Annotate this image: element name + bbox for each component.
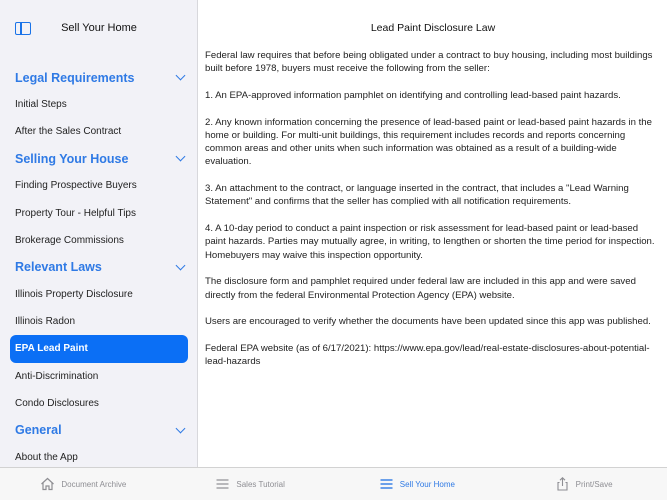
section-relevant-laws[interactable] <box>0 254 198 281</box>
sidebar-item-initial-steps[interactable]: Initial Steps <box>15 99 67 111</box>
sidebar-item-after-sales-contract[interactable]: After the Sales Contract <box>15 126 122 138</box>
article-body <box>205 49 659 382</box>
sidebar-title: Sell Your Home <box>61 22 137 34</box>
paragraph: 1. An EPA-approved information pamphlet on identifying and controlling lead-based paint hazards. <box>205 90 621 101</box>
sidebar <box>0 0 198 467</box>
tab-print-save[interactable] <box>500 468 667 500</box>
sidebar-item-condo-disclosures[interactable]: Condo Disclosures <box>15 397 99 409</box>
section-label: General <box>15 423 62 438</box>
section-general[interactable] <box>0 417 198 444</box>
sidebar-item-epa-lead-paint[interactable]: EPA Lead Paint <box>10 335 188 362</box>
tab-sales-tutorial[interactable] <box>167 468 334 500</box>
chevron-down-icon <box>176 71 186 81</box>
chevron-down-icon <box>176 152 186 162</box>
house-icon <box>40 477 55 491</box>
tab-label: Document Archive <box>61 479 127 489</box>
paragraph: 3. An attachment to the contract, or language inserted in the contract, that includes a "Lead Warning Statement" and confirms that the seller has complied with all notification requirements. <box>205 183 629 208</box>
section-legal-requirements[interactable] <box>0 64 198 91</box>
paragraph: 4. A 10-day period to conduct a paint inspection or risk assessment for lead-based paint or lead-based paint hazards. Parties may mutually agree, in writing, to lengthen or shorten the time period for inspection. Homebuyers may waive this inspection opportunity. <box>205 223 655 261</box>
sidebar-item-anti-discrimination[interactable]: Anti-Discrimination <box>15 370 99 382</box>
list-icon <box>215 477 230 491</box>
chevron-down-icon <box>176 423 186 433</box>
tab-label: Print/Save <box>575 479 613 489</box>
main-content <box>199 0 667 467</box>
paragraph: The disclosure form and pamphlet required under federal law are included in this app and were saved directly from the federal Environmental Protection Agency (EPA) website. <box>205 276 636 301</box>
tab-bar <box>0 467 667 500</box>
chevron-down-icon <box>176 260 186 270</box>
epa-website-link[interactable]: Federal EPA website (as of 6/17/2021): https://www.epa.gov/lead/real-estate-disclosures-about-potential-lead-hazards <box>205 343 650 368</box>
page-title: Lead Paint Disclosure Law <box>370 22 496 34</box>
tab-label: Sell Your Home <box>399 479 455 489</box>
list-icon <box>379 477 394 491</box>
sidebar-nav <box>0 64 198 471</box>
sidebar-item-brokerage-commissions[interactable]: Brokerage Commissions <box>15 234 124 246</box>
sidebar-item-illinois-radon[interactable]: Illinois Radon <box>15 316 76 328</box>
paragraph: Users are encouraged to verify whether the documents have been updated since this app was published. <box>205 316 651 328</box>
section-label: Legal Requirements <box>15 70 135 85</box>
paragraph: Federal law requires that before being obligated under a contract to buy housing, including most buildings built before 1978, buyers must receive the following from the seller: <box>205 50 653 75</box>
sidebar-item-about-the-app[interactable]: About the App <box>15 451 78 463</box>
section-selling-your-house[interactable] <box>0 145 198 172</box>
tab-label: Sales Tutorial <box>236 479 285 489</box>
sidebar-item-finding-buyers[interactable]: Finding Prospective Buyers <box>15 180 137 192</box>
sidebar-header <box>0 12 198 48</box>
section-label: Relevant Laws <box>15 260 102 275</box>
section-label: Selling Your House <box>15 151 129 166</box>
tab-document-archive[interactable] <box>0 468 167 500</box>
tab-sell-your-home[interactable] <box>334 468 501 500</box>
sidebar-item-property-tour[interactable]: Property Tour - Helpful Tips <box>15 207 136 219</box>
paragraph: 2. Any known information concerning the presence of lead-based paint or lead-based paint hazards in the home or building. For multi-unit buildings, this requirement includes records and reports concerning common areas and other units when such information was obtained as a result of a building-wide evaluation. <box>205 116 652 168</box>
sidebar-item-illinois-property-disclosure[interactable]: Illinois Property Disclosure <box>15 289 133 301</box>
share-icon <box>555 477 570 491</box>
